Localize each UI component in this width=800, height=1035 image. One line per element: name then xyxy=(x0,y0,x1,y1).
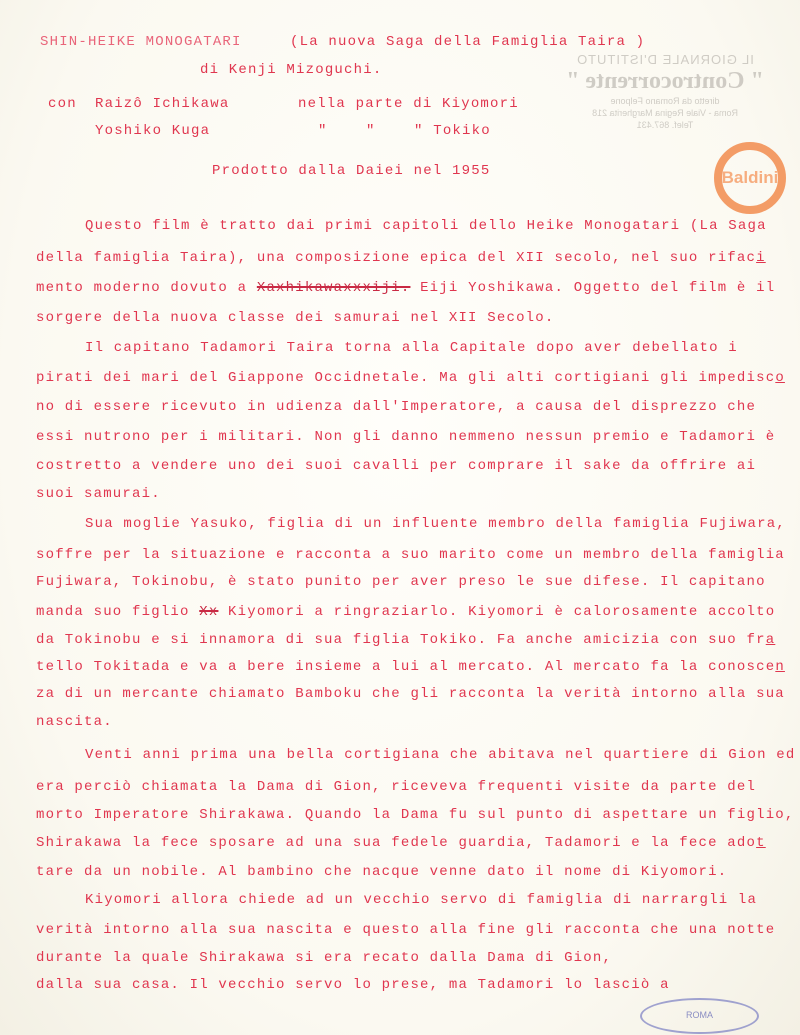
ul-text: i xyxy=(756,250,766,266)
text-line xyxy=(36,864,727,880)
line-text: Sua moglie Yasuko, figlia di un influente membro della famiglia Fujiwara, xyxy=(85,516,786,532)
text-line xyxy=(36,686,785,702)
line-text: costretto a vendere uno dei suoi cavalli per comprare il sake da offrire ai xyxy=(36,458,757,474)
line-text: pirati dei mari del Giappone Occidnetale. Ma gli alti cortigiani gli impedisc xyxy=(36,370,776,386)
text-line xyxy=(85,747,796,763)
line-text: tello Tokitada e va a bere insieme a lui al mercato. Al mercato fa la conosce xyxy=(36,659,776,675)
line-text: verità intorno alla sua nascita e questo alla fine gli racconta che una notte xyxy=(36,922,776,938)
text-line xyxy=(36,547,785,563)
line-text: Kiyomori allora chiede ad un vecchio servo di famiglia di narrargli la xyxy=(85,892,758,908)
text-line xyxy=(36,807,795,823)
film-title: SHIN-HEIKE MONOGATARI xyxy=(40,34,242,50)
text-line xyxy=(36,950,612,966)
text-line xyxy=(36,714,113,730)
line-text: Il capitano Tadamori Taira torna alla Capitale dopo aver debellato i xyxy=(85,340,738,356)
text-line xyxy=(36,922,775,938)
text-line xyxy=(36,280,775,296)
cast-intro: con xyxy=(48,96,77,112)
line-text: Shirakawa la fece sposare ad una sua fedele guardia, Tadamori e la fece ado xyxy=(36,835,757,851)
line-text: soffre per la situazione e racconta a suo marito come un membro della famiglia xyxy=(36,547,785,563)
ul-text: n xyxy=(775,659,785,675)
watermark-letterhead xyxy=(540,52,790,131)
line-text: da Tokinobu e si innamora di sua figlia Tokiko. Fa anche amicizia con suo fr xyxy=(36,632,766,648)
director: di Kenji Mizoguchi. xyxy=(200,62,383,78)
film-subtitle: (La nuova Saga della Famiglia Taira ) xyxy=(290,34,646,50)
text-line xyxy=(85,892,757,908)
text-line xyxy=(36,429,775,445)
watermark-line: Telef. 867.431 xyxy=(636,120,694,130)
text-line xyxy=(36,779,756,795)
text-line xyxy=(36,250,766,266)
text-line xyxy=(36,977,670,993)
text-line xyxy=(36,835,766,851)
line-text: Kiyomori a ringraziarlo. Kiyomori è calorosamente accolto xyxy=(218,604,776,620)
text-line xyxy=(85,340,738,356)
strike-text: Xaxhikawaxxxiji. xyxy=(256,280,411,296)
text-line xyxy=(36,632,775,648)
watermark-line: " Controcorrente " xyxy=(566,68,764,94)
line-text: Eiji Yoshikawa. Oggetto del film è il xyxy=(410,280,776,296)
text-line xyxy=(36,659,785,675)
line-text: sorgere della nuova classe dei samurai nel XII Secolo. xyxy=(36,310,555,326)
stamp-text: ROMA xyxy=(686,1010,713,1020)
text-line xyxy=(36,458,756,474)
text-line xyxy=(36,486,161,502)
archive-stamp xyxy=(640,998,759,1034)
line-text: no di essere ricevuto in udienza dall'Imperatore, a causa del disprezzo che xyxy=(36,399,757,415)
line-text: essi nutrono per i militari. Non gli danno nemmeno nessun premio e Tadamori è xyxy=(36,429,776,445)
cast-actor: Raizô Ichikawa xyxy=(95,96,230,112)
ul-text: a xyxy=(765,632,776,648)
library-logo-stamp xyxy=(714,142,786,214)
line-text: era perciò chiamata la Dama di Gion, riceveva frequenti visite da parte del xyxy=(36,779,757,795)
text-line xyxy=(36,370,785,386)
line-text: manda suo figlio xyxy=(36,604,200,620)
watermark-line: IL GIORNALE D'ISTITUTO xyxy=(576,52,754,67)
line-text: dalla sua casa. Il vecchio servo lo prese, ma Tadamori lo lasciò a xyxy=(36,977,670,993)
line-text: mento moderno dovuto a xyxy=(36,280,257,296)
text-line xyxy=(36,574,766,590)
line-text: Fujiwara, Tokinobu, è stato punito per aver preso le sue difese. Il capitano xyxy=(36,574,766,590)
cast-actor: Yoshiko Kuga xyxy=(95,123,211,139)
line-text: morto Imperatore Shirakawa. Quando la Dama fu sul punto di aspettare un figlio, xyxy=(36,807,795,823)
line-text: tare da un nobile. Al bambino che nacque venne dato il nome di Kiyomori. xyxy=(36,864,728,880)
strike-text: Xx xyxy=(199,604,219,620)
line-text: durante la quale Shirakawa si era recato dalla Dama di Gion, xyxy=(36,950,613,966)
line-text: della famiglia Taira), una composizione epica del XII secolo, nel suo rifac xyxy=(36,250,757,266)
line-text: suoi samurai. xyxy=(36,486,161,502)
ul-text: t xyxy=(756,835,766,851)
watermark-line: Roma - Viale Regina Margherita 218 xyxy=(592,108,738,118)
watermark-line: diretto da Romano Felpone xyxy=(610,96,720,106)
text-line xyxy=(36,604,775,620)
text-line xyxy=(36,399,756,415)
cast-role: " " " Tokiko xyxy=(318,123,491,139)
line-text: za di un mercante chiamato Bamboku che gli racconta la verità intorno alla sua xyxy=(36,686,785,702)
line-text: nascita. xyxy=(36,714,113,730)
line-text: Questo film è tratto dai primi capitoli dello Heike Monogatari (La Saga xyxy=(85,218,767,234)
text-line xyxy=(36,310,554,326)
logo-text: Baldini xyxy=(721,168,779,187)
ul-text: o xyxy=(775,370,785,386)
cast-role: nella parte di Kiyomori xyxy=(298,96,519,112)
text-line xyxy=(85,218,767,234)
production-credit: Prodotto dalla Daiei nel 1955 xyxy=(212,163,491,179)
text-line xyxy=(85,516,786,532)
line-text: Venti anni prima una bella cortigiana che abitava nel quartiere di Gion ed xyxy=(85,747,796,763)
